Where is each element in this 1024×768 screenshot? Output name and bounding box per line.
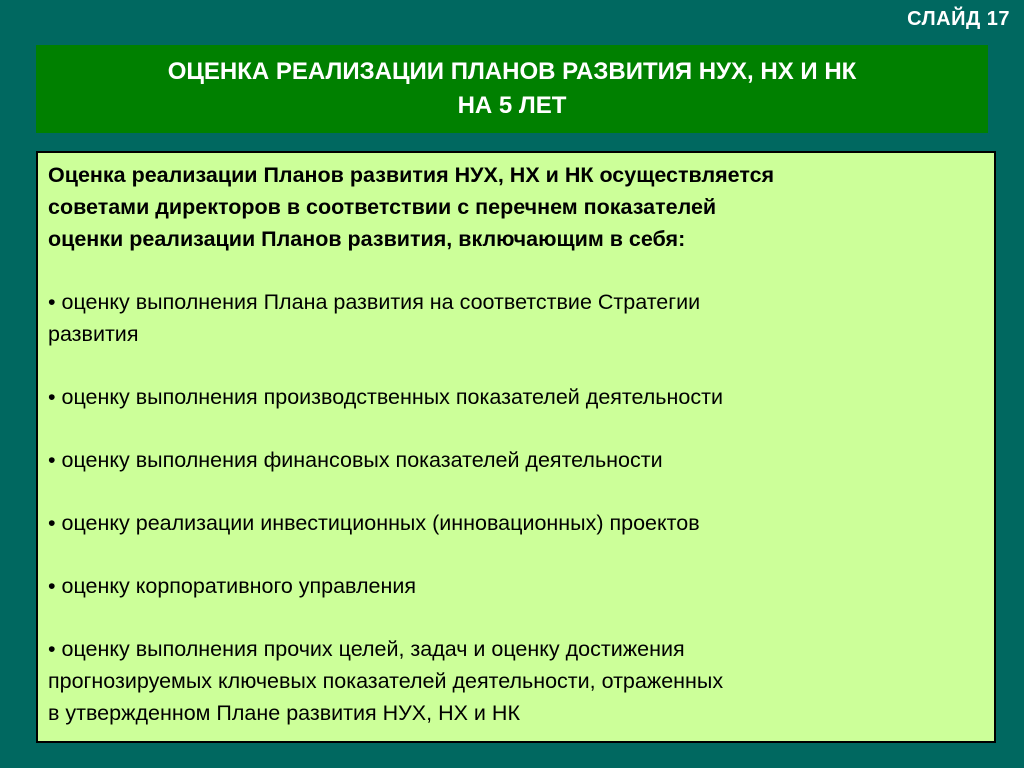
title-line-1: ОЦЕНКА РЕАЛИЗАЦИИ ПЛАНОВ РАЗВИТИЯ НУХ, НХ И НК bbox=[167, 58, 857, 85]
title-banner bbox=[36, 45, 988, 133]
criteria-line: • оценку корпоративного управления bbox=[48, 574, 417, 598]
content-box bbox=[36, 151, 996, 743]
intro-paragraph bbox=[48, 159, 984, 255]
intro-line: оценки реализации Планов развития, включающим в себя: bbox=[48, 227, 686, 251]
title-line-2: НА 5 ЛЕТ bbox=[457, 92, 567, 119]
criteria-line: • оценку выполнения Плана развития на соответствие Стратегии bbox=[48, 290, 701, 314]
criteria-list bbox=[48, 286, 984, 729]
intro-line: Оценка реализации Планов развития НУХ, НХ и НК осуществляется bbox=[48, 163, 775, 187]
criteria-item-financial bbox=[48, 444, 984, 476]
criteria-line: развития bbox=[48, 322, 139, 346]
criteria-item-strategy bbox=[48, 286, 984, 350]
criteria-item-production bbox=[48, 381, 984, 413]
criteria-item-investment bbox=[48, 507, 984, 539]
slide-number: СЛАЙД 17 bbox=[907, 8, 1010, 30]
criteria-line: в утвержденном Плане развития НУХ, НХ и НК bbox=[48, 701, 520, 725]
criteria-item-governance bbox=[48, 570, 984, 602]
criteria-item-other-goals bbox=[48, 633, 984, 729]
criteria-line: • оценку выполнения финансовых показателей деятельности bbox=[48, 448, 663, 472]
criteria-line: прогнозируемых ключевых показателей деятельности, отраженных bbox=[48, 669, 724, 693]
criteria-line: • оценку реализации инвестиционных (инновационных) проектов bbox=[48, 511, 700, 535]
intro-line: советами директоров в соответствии с перечнем показателей bbox=[48, 195, 717, 219]
criteria-line: • оценку выполнения производственных показателей деятельности bbox=[48, 385, 723, 409]
criteria-line: • оценку выполнения прочих целей, задач и оценку достижения bbox=[48, 637, 685, 661]
